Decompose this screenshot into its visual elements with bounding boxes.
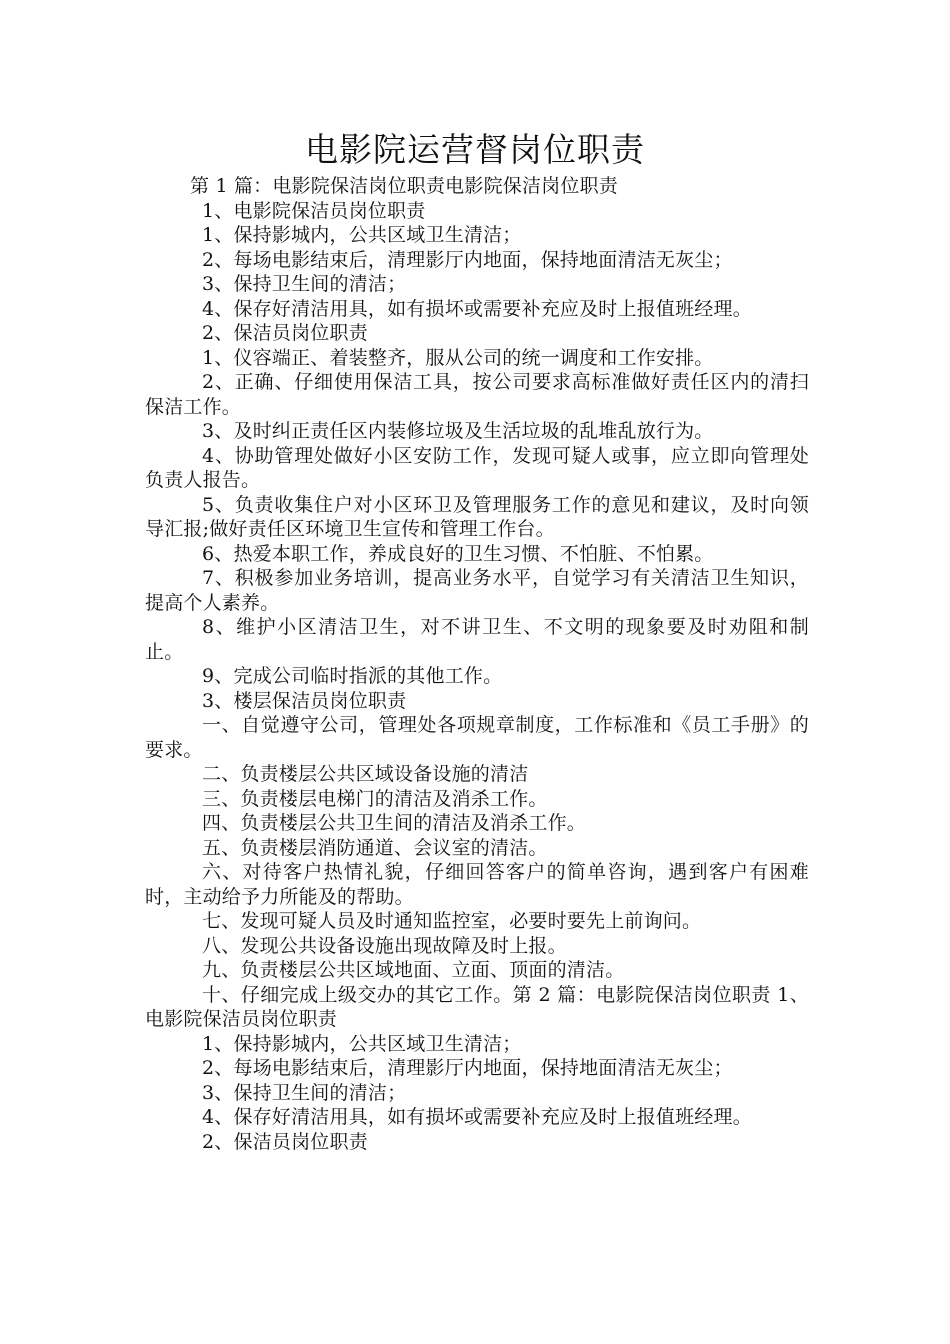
paragraph: 4、保存好清洁用具，如有损坏或需要补充应及时上报值班经理。	[202, 1106, 752, 1128]
paragraph: 2、每场电影结束后，清理影厅内地面，保持地面清洁无灰尘；	[202, 248, 733, 271]
paragraph: 2、正确、仔细使用保洁工具，按公司要求高标准做好责任区内的清扫保洁工作。	[145, 371, 809, 418]
paragraph: 1、仪容端正、着装整齐，服从公司的统一调度和工作安排。	[202, 346, 714, 369]
paragraph: 2、保洁员岗位职责	[202, 322, 368, 344]
paragraph: 4、协助管理处做好小区安防工作，发现可疑人或事，应立即向管理处负责人报告。	[145, 444, 809, 491]
paragraph: 8、维护小区清洁卫生，对不讲卫生、不文明的现象要及时劝阻和制止。	[145, 616, 809, 663]
paragraph: 7、积极参加业务培训，提高业务水平，自觉学习有关清洁卫生知识，提高个人素养。	[145, 567, 809, 614]
paragraph: 5、负责收集住户对小区环卫及管理服务工作的意见和建议，及时向领导汇报;做好责任区环境卫生宣传和管理工作台。	[145, 493, 809, 540]
paragraph: 九、负责楼层公共区域地面、立面、顶面的清洁。	[202, 959, 625, 981]
paragraph: 七、发现可疑人员及时通知监控室，必要时要先上前询问。	[202, 910, 702, 932]
paragraph: 1、保持影城内，公共区域卫生清洁；	[202, 224, 522, 246]
paragraph: 1、电影院保洁员岗位职责	[202, 199, 426, 222]
paragraph: 2、每场电影结束后，清理影厅内地面，保持地面清洁无灰尘；	[202, 1057, 733, 1079]
paragraph: 三、负责楼层电梯门的清洁及消杀工作。	[202, 787, 548, 810]
paragraph: 3、楼层保洁员岗位职责	[202, 689, 407, 712]
document-title: 电影院运营督岗位职责	[305, 130, 645, 169]
paragraph: 2、保洁员岗位职责	[202, 1130, 368, 1153]
paragraph: 二、负责楼层公共区域设备设施的清洁	[202, 763, 529, 785]
document-body	[145, 174, 809, 1154]
paragraph: 3、及时纠正责任区内装修垃圾及生活垃圾的乱堆乱放行为。	[202, 420, 714, 442]
paragraph: 6、热爱本职工作，养成良好的卫生习惯、不怕脏、不怕累。	[202, 542, 714, 565]
paragraph: 3、保持卫生间的清洁；	[202, 1081, 407, 1104]
paragraph: 1、保持影城内，公共区域卫生清洁；	[202, 1032, 522, 1055]
paragraph: 3、保持卫生间的清洁；	[202, 273, 407, 295]
paragraph: 十、仔细完成上级交办的其它工作。第 2 篇：电影院保洁岗位职责 1、电影院保洁员岗位职责	[145, 983, 809, 1030]
paragraph: 一、自觉遵守公司，管理处各项规章制度，工作标准和《员工手册》的要求。	[145, 714, 809, 761]
paragraph: 9、完成公司临时指派的其他工作。	[202, 665, 503, 687]
paragraph: 4、保存好清洁用具，如有损坏或需要补充应及时上报值班经理。	[202, 297, 752, 320]
paragraph: 第 1 篇：电影院保洁岗位职责电影院保洁岗位职责	[190, 175, 618, 197]
paragraph: 五、负责楼层消防通道、会议室的清洁。	[202, 836, 548, 859]
paragraph: 六、对待客户热情礼貌，仔细回答客户的简单咨询，遇到客户有困难时，主动给予力所能及的帮助。	[145, 861, 809, 908]
paragraph: 四、负责楼层公共卫生间的清洁及消杀工作。	[202, 812, 587, 834]
paragraph: 八、发现公共设备设施出现故障及时上报。	[202, 934, 567, 957]
